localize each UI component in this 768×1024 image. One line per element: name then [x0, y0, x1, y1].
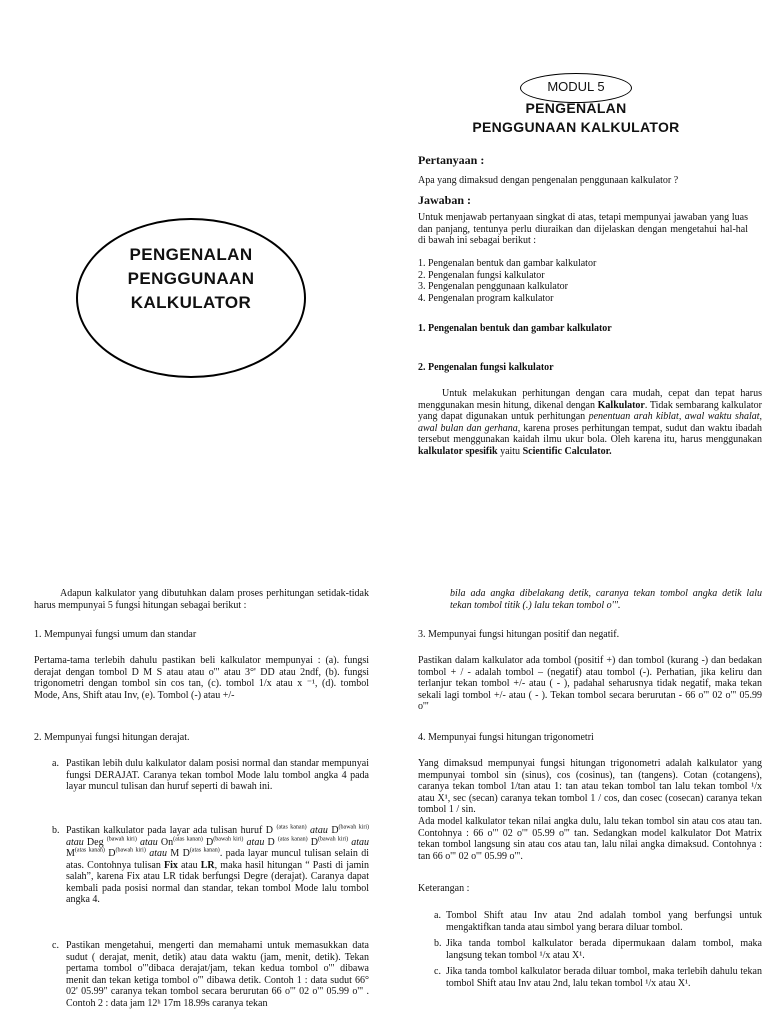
section-2-paragraph: [418, 388, 762, 457]
note-a-text: Tombol Shift atau Inv atau 2nd adalah tombol yang berfungsi untuk mengaktifkan tanda atau simbol yang berara diluar tombol.: [446, 910, 762, 933]
heading-1: 1. Mempunyai fungsi umum dan standar: [34, 629, 197, 640]
list-item: 3. Pengenalan penggunaan kalkulator: [418, 281, 568, 292]
text-run-italic: atau: [66, 836, 87, 848]
list-item: 1. Pengenalan bentuk dan gambar kalkulator: [418, 258, 597, 269]
text-run: D: [182, 848, 190, 859]
text-run-bold: LR: [200, 859, 215, 871]
text-run: pada layar muncul tulisan selain di atas. Contohnya tulisan: [66, 848, 370, 871]
item-b-text: Pastikan kalkulator pada layar ada tulisan huruf D $^{(atas kanan)}$ atau $D^{(bawah kiri)}$ atau Deg $^{(bawah kiri)}$ atau $On^{(atas kanan)}$ $D^{(bawah kiri)}$ atau D $^{(atas kanan)}$ $D^{(bawah kiri)}$ atau $M^{(atas kanan)}$ $D^{(bawah kiri)}$ atau M $D^{(atas kanan)}$. pada layar muncul tulisan selain di atas. Contohnya tulisan Fix atau LR, maka hasil hitungan “ Pasti di jamin salah”, karena Fix atau LR tidak berfungsi Degre (derajat). Caranya dapat kembali pada posisi normal dan standar, tekan tombol Mode lalu tombol angka 4.: [66, 824, 370, 905]
pertanyaan-heading: Pertanyaan :: [418, 153, 485, 167]
continued-text: bila ada angka dibelakang detik, caranya tekan tombol angka detik lalu tekan tombol titik (.) lalu tekan tombol o'".: [450, 588, 762, 611]
item-c-label: c.: [52, 940, 59, 951]
text-run: D: [267, 836, 275, 848]
text-run: D: [206, 836, 214, 848]
text-run: Deg: [86, 836, 107, 848]
text-run: On: [160, 836, 174, 848]
text-run: Pastikan kalkulator pada layar ada tulisan huruf D: [66, 825, 277, 836]
text-run: D: [331, 825, 339, 836]
text-run-italic: penentuan arah kiblat, awal waktu shalat, awal bulan dan gerhana: [418, 411, 762, 434]
text-run-italic: atau: [243, 836, 268, 848]
heading-4: 4. Mempunyai fungsi hitungan trigonometri: [418, 732, 594, 743]
title-oval-text: [76, 243, 306, 315]
superscript: (bawah kiri): [317, 836, 349, 843]
text-run-bold: Fix: [163, 859, 178, 871]
intro-paragraph: Adapun kalkulator yang dibutuhkan dalam proses perhitungan setidak-tidak harus mempunyai 5 fungsi hitungan sebagai berikut :: [34, 588, 369, 611]
note-a-label: a.: [434, 910, 441, 921]
note-c-label: c.: [434, 966, 441, 977]
topic-list: [418, 258, 748, 304]
text-run: yaitu: [497, 445, 523, 457]
text-run: atau: [177, 859, 201, 871]
item-c-text: Pastikan mengetahui, mengerti dan memahami untuk memasukkan data sudut ( derajat, menit, detik) atau data waktu (jam, menit, detik). Tekan pertama tombol o'"dibaca derajat/jam, tekan kedua tombol o'" dibawa menit dan tekan ketiga tombol o'" dibawa detik. Contoh 1 : data sudut 66° 02' 05.99" caranya tekan tombol secara berurutan 66 o'" 02 o'" 05.99 o'" . Contoh 2 : data jam 12ʰ 17m 18.99s caranya tekan: [66, 940, 369, 1009]
heading-3: 3. Mempunyai fungsi hitungan positif dan negatif.: [418, 629, 620, 640]
oval-line-1: PENGENALAN: [129, 245, 253, 264]
text-run: M: [170, 848, 180, 859]
section-1-heading: 1. Pengenalan bentuk dan gambar kalkulator: [418, 323, 612, 334]
item-a-text: Pastikan lebih dulu kalkulator dalam posisi normal dan standar mempunyai fungsi DERAJAT. Caranya tekan tombol Mode lalu tombol angka 4 pada layar muncul tulisan dan huruf seperti di bawah ini.: [66, 758, 369, 792]
pertanyaan-text: Apa yang dimaksud dengan pengenalan penggunaan kalkulator ?: [418, 175, 679, 186]
item-a-label: a.: [52, 758, 59, 769]
paragraph-1: Pertama-tama terlebih dahulu pastikan beli kalkulator mempunyai : (a). fungsi derajat dengan tombol D M S atau atau o'" atau 3°' DD atau 2ndf, (b). fungsi trigonometri dengan tombol sin cos tan, (c). tombol 1/x atau x ⁻¹, (d). tombol Mode, Ans, Shift atau Inv, (e). Tombol (-) atau +/-: [34, 655, 369, 701]
paragraph-4b: Ada model kalkulator tekan nilai angka dulu, lalu tekan tombol sin atau cos atau tan. Contohnya : 66 o'" 02 o'" 05.99 o'" tan. Sedangkan model kalkulator Dot Matrix tekan tombol langsung sin atau cos atau tan, lalu nilai angka dimaksud. Contohnya : tan 66 o'" 02 o'" 05.99 o'".: [418, 816, 762, 862]
note-c-text: Jika tanda tombol kalkulator berada diluar tombol, maka terlebih dahulu tekan tombol Shift atau Inv atau 2nd, lalu tekan tombol ¹/x atau X¹.: [446, 966, 762, 989]
page-title: [412, 99, 740, 137]
superscript: (atas kanan): [74, 847, 105, 854]
list-item: 4. Pengenalan program kalkulator: [418, 292, 554, 304]
jawaban-heading: Jawaban :: [418, 193, 472, 207]
keterangan-label: Keterangan :: [418, 883, 470, 894]
text-run: D: [108, 848, 116, 859]
superscript: (bawah kiri): [213, 836, 244, 843]
jawaban-text: Untuk menjawab pertanyaan singkat di atas, tetapi mempunyai jawaban yang luas dan panjang, tentunya perlu diuraikan dan dijelaskan dengan mengetahui hal-hal di bawah ini sebagai berikut :: [418, 212, 748, 246]
modul-label: MODUL 5: [547, 79, 605, 94]
superscript: (bawah kiri): [338, 824, 370, 831]
text-run-italic: atau: [306, 825, 332, 836]
oval-line-2: PENGGUNAAN: [127, 269, 255, 288]
note-b-label: b.: [434, 938, 442, 949]
text-run: , maka hasil hitungan “ Pasti di jamin salah”, karena Fix atau LR tidak berfungsi Degre (derajat). Caranya dapat kembali pada posisi normal dan standar, tekan tombol Mode lalu tombol angka 4.: [66, 859, 369, 905]
text-run-italic: atau: [348, 836, 370, 848]
text-run: Untuk melakukan perhitungan dengan cara mudah, cepat dan tepat harus menggunakan mesin hitung, dikenal dengan: [418, 388, 762, 411]
item-b-label: b.: [52, 825, 60, 836]
text-run: M: [66, 848, 75, 859]
superscript: (atas kanan): [189, 847, 220, 854]
title-line-2: PENGGUNAAN KALKULATOR: [472, 119, 680, 135]
superscript: (atas kanan): [173, 836, 203, 843]
superscript: (atas kanan): [277, 836, 308, 843]
section-2-heading: 2. Pengenalan fungsi kalkulator: [418, 362, 554, 373]
text-run: D: [310, 836, 318, 848]
text-run-italic: atau: [145, 848, 171, 859]
title-line-1: PENGENALAN: [525, 100, 627, 116]
text-run-bold: Kalkulator: [597, 399, 645, 411]
text-run-bold: kalkulator spesifik: [418, 445, 498, 457]
superscript: (atas kanan): [276, 824, 307, 831]
text-run-italic: atau: [136, 836, 161, 848]
oval-line-3: KALKULATOR: [130, 293, 252, 312]
paragraph-4a: Yang dimaksud mempunyai fungsi hitungan trigonometri adalah kalkulator yang mempunyai tombol sin (sinus), cos (cosinus), tan (tangens). Cotan (cotangens), caranya tekan tombol 1/tan atau 1: tan atau tekan tombol tan lalu tekan tombol ¹/x atau X¹, sec (secan) caranya tekan tombol 1 / cos, dan cosec (cosecan) caranya tekan tombol 1 / sin.: [418, 758, 762, 815]
superscript: (bawah kiri): [106, 836, 137, 843]
paragraph-3: Pastikan dalam kalkulator ada tombol (positif +) dan tombol (kurang -) dan bedakan tombol + / - adalah tombol – (negatif) atau tombol (-). Perhatian, jika keliru dan terlanjur tekan tombol +/- atau ( - ), padahal seharusnya tidak negatif, maka tekan sekali lagi tombol +/- atau ( - ). Tekan tombol secara berurutan - 66 o'" 02 o'" 05.99 o'": [418, 655, 762, 712]
list-item: 2. Pengenalan fungsi kalkulator: [418, 269, 545, 281]
text-run: , karena proses perhitungan tempat, sudut dan waktu ibadah tersebut menggunakan kaidah ilmu ukur bola. Oleh karena itu, harus menggunakan: [418, 422, 762, 445]
superscript: (bawah kiri): [115, 847, 146, 854]
heading-2: 2. Mempunyai fungsi hitungan derajat.: [34, 732, 190, 743]
note-b-text: Jika tanda tombol kalkulator berada dipermukaan dalam tombol, maka langsung tekan tombol ¹/x atau X¹.: [446, 938, 762, 961]
text-run: . Tidak sembarang kalkulator yang dapat digunakan untuk perhitungan: [418, 399, 762, 422]
text-run-bold: Scientific Calculator.: [522, 445, 612, 457]
